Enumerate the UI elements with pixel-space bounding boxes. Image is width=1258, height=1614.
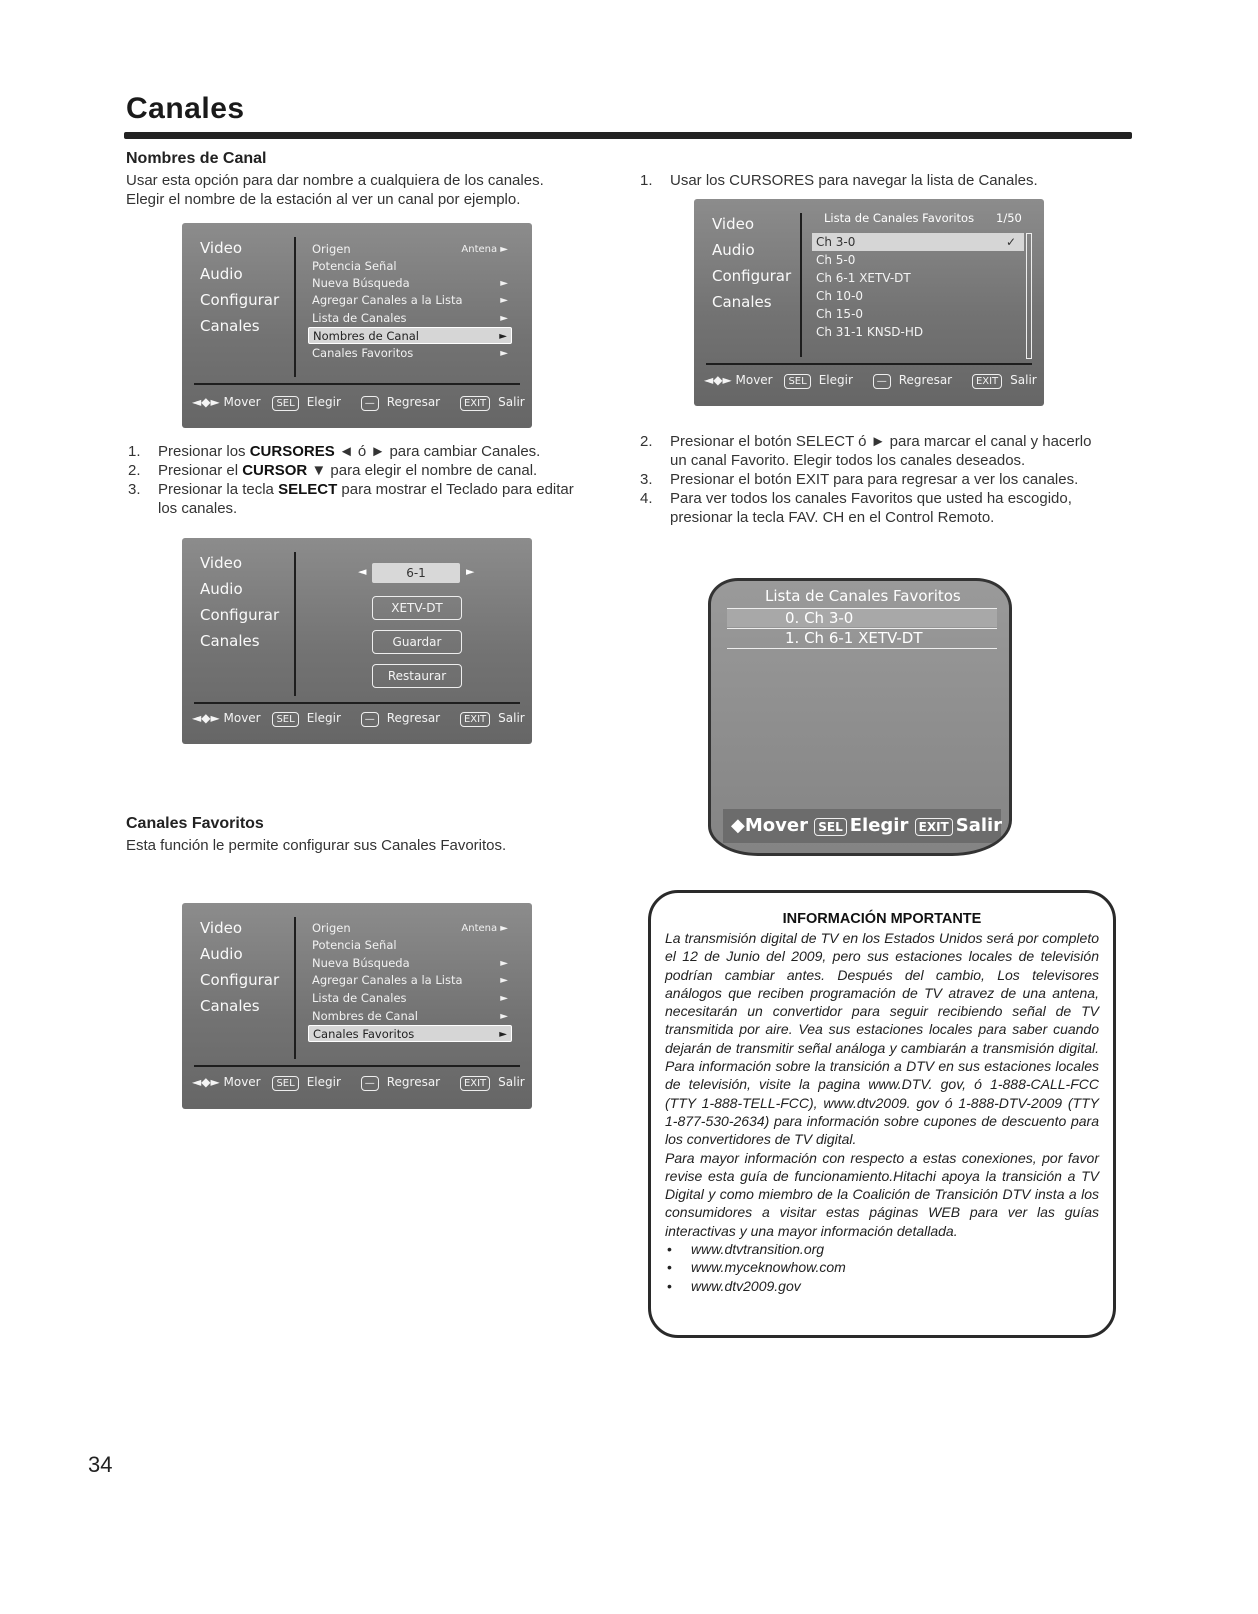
nombres-step-3: 3. Presionar la tecla SELECT para mostrar el Teclado para editar [128, 481, 574, 498]
osd-side-configurar: Configurar [712, 267, 792, 285]
osd-side-video: Video [200, 919, 243, 937]
fav-channel-item: Ch 15-0 [816, 307, 864, 321]
osd-menu-nombres [182, 223, 532, 428]
right-step-4: 4. Para ver todos los canales Favoritos que usted ha escogido, [640, 490, 1072, 507]
fav-channel-item: Ch 31-1 KNSD-HD [816, 325, 924, 339]
right-step-4-cont: presionar la tecla FAV. CH en el Control Remoto. [670, 509, 995, 526]
left-arrow-icon: ◄ [358, 565, 367, 578]
osd-side-canales: Canales [712, 293, 772, 311]
fav-channel-selected: Ch 3-0 ✓ [812, 233, 1024, 251]
osd-divider [294, 552, 296, 696]
osd-item-agregar: Agregar Canales a la Lista ► [312, 973, 508, 987]
osd-divider [294, 917, 296, 1059]
osd-side-canales: Canales [200, 997, 260, 1015]
right-step-2-cont: un canal Favorito. Elegir todos los canales deseados. [670, 452, 1026, 469]
osd-nav-bar: ◄◆► Mover SEL Elegir — Regresar EXIT Salir [192, 395, 525, 409]
osd-nav-bar: ◄◆► Mover SEL Elegir — Regresar EXIT Salir [192, 711, 525, 725]
important-info-box [648, 890, 1116, 1338]
nombres-step-1: 1. Presionar los CURSORES ◄ ó ► para cambiar Canales. [128, 443, 541, 460]
favoritos-intro: Esta función le permite configurar sus Canales Favoritos. [126, 837, 507, 854]
nombres-intro [126, 171, 596, 209]
info-links [651, 1240, 1113, 1295]
info-title: INFORMACIÓN MPORTANTE [782, 911, 982, 927]
fav-channel-item: Ch 6-1 XETV-DT [816, 271, 911, 285]
nombres-intro-line1: Usar esta opción para dar nombre a cualquiera de los canales. [126, 172, 544, 189]
page-title: Canales [126, 92, 245, 125]
osd-favorites-list [694, 199, 1044, 406]
info-body-2: Para mayor información con respecto a estas conexiones, por favor revise esta guía de funcionamiento.Hitachi apoya la transición a TV Digital y como miembro de la Coalición de Transición DTV insta a los consumidores a visitar estas páginas WEB para ver las guías interactivas y una mayor información detallada. [665, 1149, 1099, 1239]
osd-item-lista: Lista de Canales ► [312, 311, 508, 325]
nombres-intro-line2: Elegir el nombre de la estación al ver un canal por ejemplo. [126, 191, 521, 208]
osd-item-potencia: Potencia Señal [312, 259, 397, 273]
osd-divider [800, 213, 802, 357]
info-link: • www.dtv2009.gov [651, 1277, 1113, 1295]
favorites-screen-item: 0. Ch 3-0 [727, 609, 997, 627]
info-body: La transmisión digital de TV en los Estados Unidos será por completo el 12 de Junio del 2009, pero sus estaciones locales de televisión podrían cambiar antes. Después del cambio, Los televisores análogos que reciben programación de TV atravez de una antena, necesitarán un convertidor para seguir recibiendo señal de TV transmitida por aire. Vea sus estaciones locales para saber cuando dejarán de transmitir señal análoga y cambiarán a transmisión digital. Para información sobre la transición a DTV en sus estaciones locales de televisión, visite la pagina www.DTV. gov, ó 1-888-CALL-FCC (TTY 1-888-TELL-FCC), www.dtv2009. gov ó 1-888-DTV-2009 (TTY 1-877-530-2634) para información sobre cupones de descuento para los convertidores de TV digital. [665, 930, 1099, 1148]
osd-side-video: Video [712, 215, 755, 233]
osd-divider [294, 237, 296, 377]
nombres-step-2: 2. Presionar el CURSOR ▼ para elegir el nombre de canal. [128, 462, 538, 479]
right-step-2: 2. Presionar el botón SELECT ó ► para marcar el canal y hacerlo [640, 433, 1092, 450]
osd-bar-divider [194, 1065, 520, 1067]
osd-side-menu [200, 915, 300, 1019]
osd-item-busqueda: Nueva Búsqueda ► [312, 276, 508, 290]
osd-side-audio: Audio [200, 265, 243, 283]
check-icon: ✓ [1005, 235, 1016, 249]
osd-side-menu [712, 211, 812, 315]
right-arrow-icon: ► [466, 565, 475, 578]
osd-menu-favoritos [182, 903, 532, 1109]
fav-channel-item: Ch 5-0 [816, 253, 856, 267]
osd-item-nombres: Nombres de Canal ► [312, 1009, 508, 1023]
fav-list-count: 1/50 [996, 211, 1022, 225]
osd-side-video: Video [200, 554, 243, 572]
right-step-1: 1. Usar los CURSORES para navegar la lista de Canales. [640, 172, 1038, 189]
osd-side-configurar: Configurar [200, 971, 280, 989]
osd-side-canales: Canales [200, 632, 260, 650]
osd-side-menu [200, 235, 300, 339]
osd-item-favoritos-selected: Canales Favoritos ► [308, 1025, 512, 1042]
osd-side-menu [200, 550, 300, 654]
osd-side-video: Video [200, 239, 243, 257]
osd-item-agregar: Agregar Canales a la Lista ► [312, 293, 508, 307]
osd-side-audio: Audio [712, 241, 755, 259]
right-step-3: 3. Presionar el botón EXIT para para regresar a ver los canales. [640, 471, 1079, 488]
osd-edit-name [182, 538, 532, 744]
info-link: • www.myceknowhow.com [651, 1258, 1113, 1276]
favoritos-steps [636, 432, 1112, 527]
favorites-screen-item: 1. Ch 6-1 XETV-DT [785, 629, 923, 647]
fav-channel-item: Ch 10-0 [816, 289, 864, 303]
osd-side-configurar: Configurar [200, 606, 280, 624]
osd-side-audio: Audio [200, 945, 243, 963]
osd-restore-button: Restaurar [372, 664, 462, 688]
osd-item-favoritos: Canales Favoritos ► [312, 346, 508, 360]
fav-channel-list [812, 233, 1024, 341]
osd-item-origen: Origen Antena ► [312, 242, 508, 256]
osd-nav-bar: ◄◆► Mover SEL Elegir — Regresar EXIT Salir [192, 1075, 525, 1089]
favorites-screen-title: Lista de Canales Favoritos [765, 587, 961, 605]
osd-item-origen: Origen Antena ► [312, 921, 508, 935]
osd-channel-number: 6-1 [372, 563, 460, 583]
osd-side-canales: Canales [200, 317, 260, 335]
nombres-steps [124, 442, 604, 518]
title-rule [124, 132, 1132, 139]
section-heading-favoritos: Canales Favoritos [126, 815, 264, 832]
favorites-screen [708, 578, 1012, 856]
scrollbar [1026, 233, 1032, 359]
osd-nav-bar: ◄◆► Mover SEL Elegir — Regresar EXIT Salir [704, 373, 1037, 387]
osd-item-nombres-selected: Nombres de Canal ► [308, 327, 512, 344]
osd-save-button: Guardar [372, 630, 462, 654]
osd-side-configurar: Configurar [200, 291, 280, 309]
favoritos-step-1 [636, 171, 1116, 190]
osd-side-audio: Audio [200, 580, 243, 598]
section-heading-nombres: Nombres de Canal [126, 150, 267, 167]
favorites-screen-rule [727, 648, 997, 649]
osd-item-busqueda: Nueva Búsqueda ► [312, 956, 508, 970]
osd-name-field: XETV-DT [372, 596, 462, 620]
info-link: • www.dtvtransition.org [651, 1240, 1113, 1258]
osd-bar-divider [706, 363, 1032, 365]
favorites-screen-bar: ◆Mover SEL Elegir EXIT Salir [723, 809, 1001, 843]
page-number: 34 [88, 1452, 113, 1477]
fav-list-header: Lista de Canales Favoritos [824, 211, 975, 225]
osd-item-lista: Lista de Canales ► [312, 991, 508, 1005]
osd-bar-divider [194, 702, 520, 704]
osd-item-potencia: Potencia Señal [312, 938, 397, 952]
nombres-step-3-cont: los canales. [158, 500, 238, 517]
osd-bar-divider [194, 383, 520, 385]
